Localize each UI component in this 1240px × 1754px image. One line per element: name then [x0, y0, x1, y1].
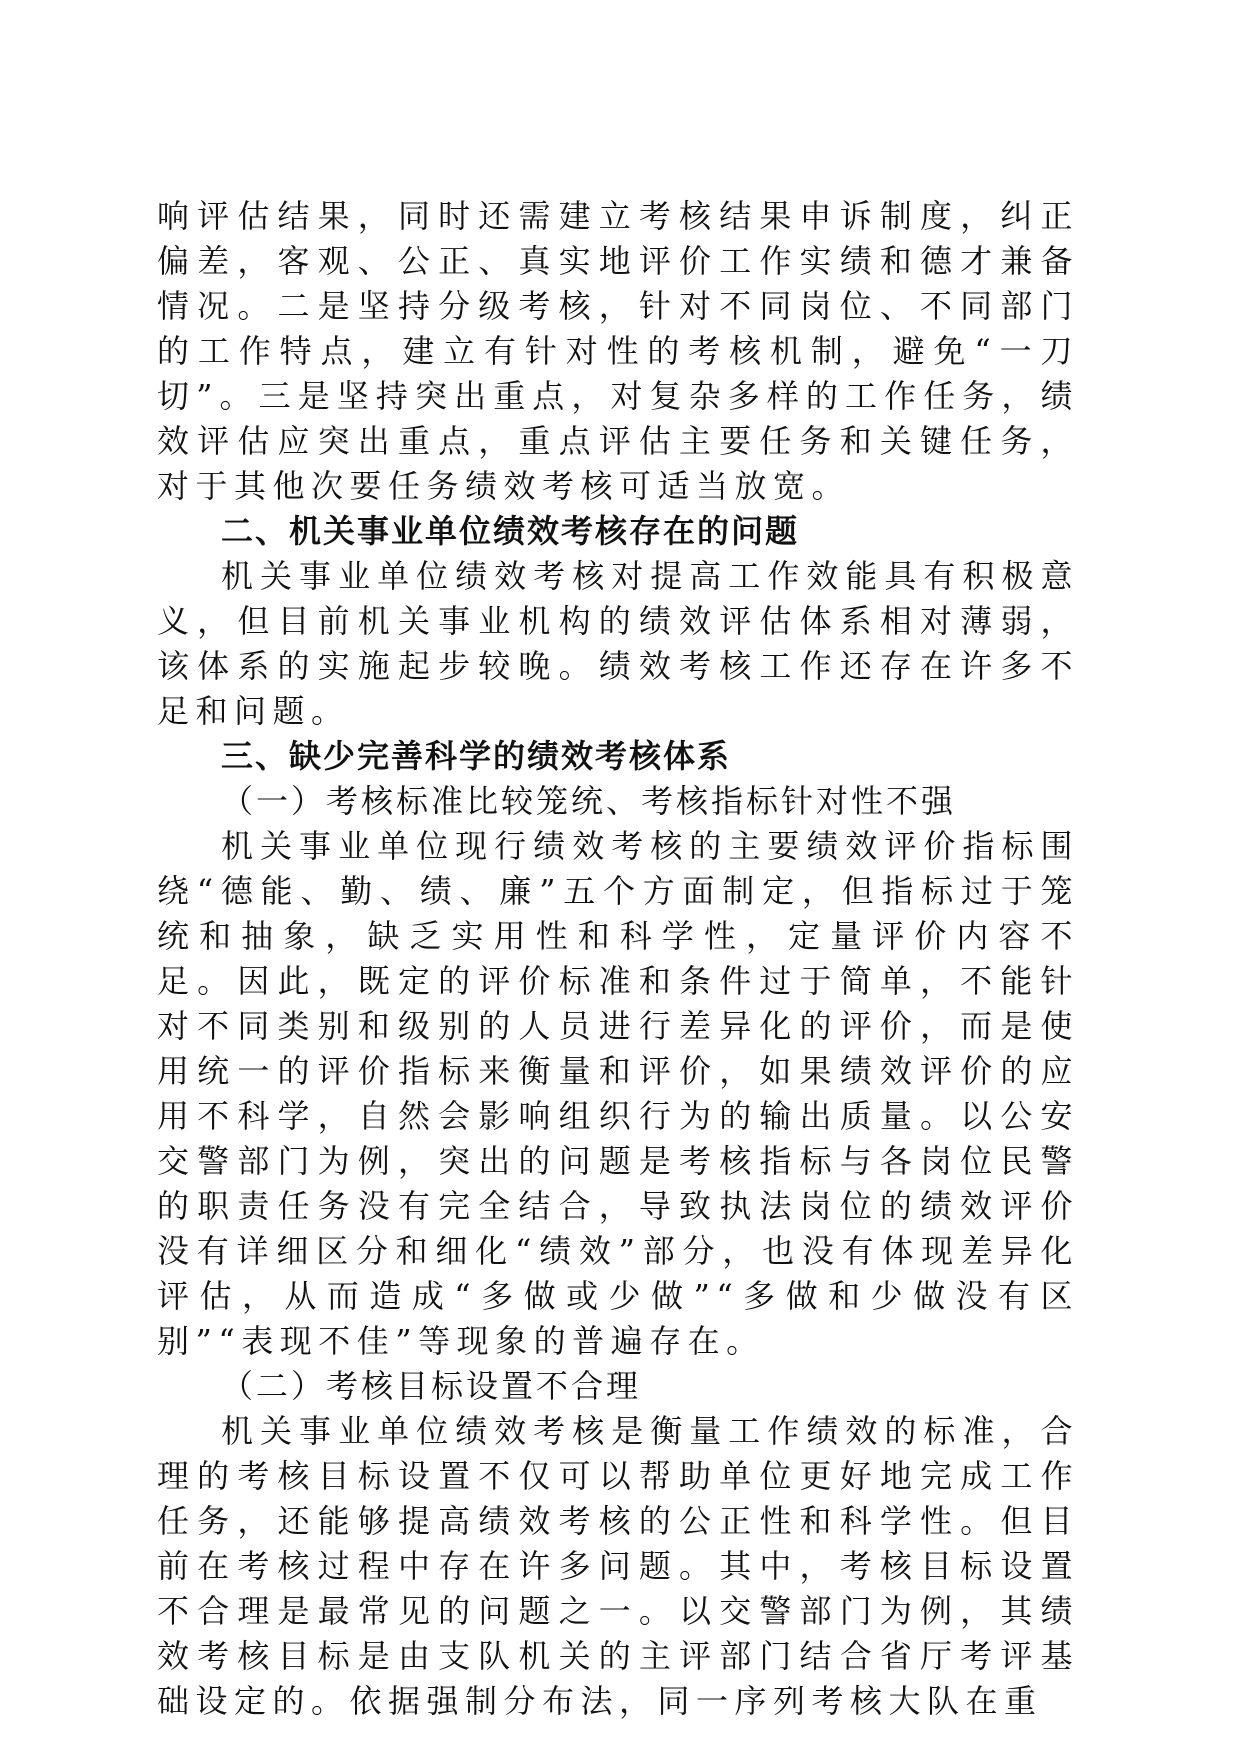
paragraph-standards: 机关事业单位现行绩效考核的主要绩效评价指标围绕“德能、勤、绩、廉”五个方面制定，但指标过于笼统和抽象，缺乏实用性和科学性，定量评价内容不足。因此，既定的评价标准和条件过于简单，不能针对不同类别和级别的人员进行差异化的评价，而是使用统一的评价指标来衡量和评价，如果绩效评价的应用不科学，自然会影响组织行为的输出质量。以公安交警部门为例，突出的问题是考核指标与各岗位民警的职责任务没有完全结合，导致执法岗位的绩效评价没有详细区分和细化“绩效”部分，也没有体现差异化评估，从而造成“多做或少做”“多做和少做没有区别”“表现不佳”等现象的普遍存在。: [157, 827, 1079, 1360]
section-heading-3: 三、缺少完善科学的绩效考核体系: [221, 737, 732, 775]
section-heading-2: 二、机关事业单位绩效考核存在的问题: [221, 512, 800, 550]
document-page: [157, 194, 1079, 1724]
paragraph-continued: 响评估结果，同时还需建立考核结果申诉制度，纠正偏差，客观、公正、真实地评价工作实绩和德才兼备情况。二是坚持分级考核，针对不同岗位、不同部门的工作特点，建立有针对性的考核机制，避免“一刀切”。三是坚持突出重点，对复杂多样的工作任务，绩效评估应突出重点，重点评估主要任务和关键任务，对于其他次要任务绩效考核可适当放宽。: [157, 197, 1079, 505]
subheading-2: （二）考核目标设置不合理: [221, 1367, 642, 1405]
paragraph-targets: 机关事业单位绩效考核是衡量工作绩效的标准，合理的考核目标设置不仅可以帮助单位更好地完成工作任务，还能够提高绩效考核的公正性和科学性。但目前在考核过程中存在许多问题。其中，考核目标设置不合理是最常见的问题之一。以交警部门为例，其绩效考核目标是由支队机关的主评部门结合省厅考评基础设定的。依据强制分布法，同一序列考核大队在重: [157, 1412, 1079, 1720]
subheading-1: （一）考核标准比较笼统、考核指标针对性不强: [221, 782, 957, 820]
paragraph-problems-intro: 机关事业单位绩效考核对提高工作效能具有积极意义，但目前机关事业机构的绩效评估体系相对薄弱，该体系的实施起步较晚。绩效考核工作还存在许多不足和问题。: [157, 557, 1079, 730]
